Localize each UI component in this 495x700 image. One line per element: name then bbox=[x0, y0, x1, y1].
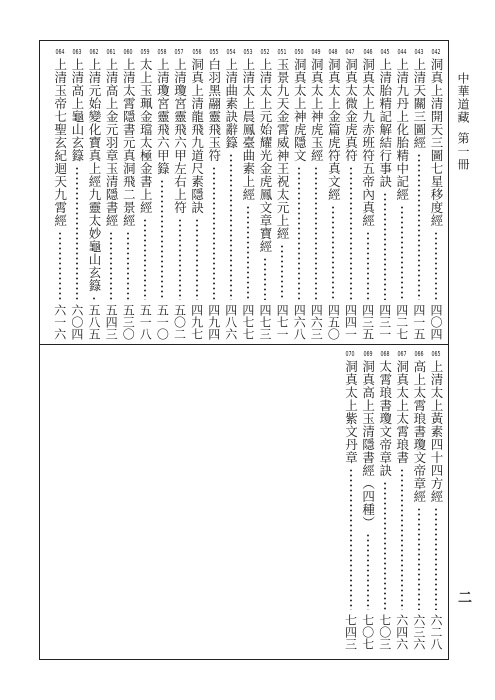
entry-number: 059 bbox=[140, 48, 150, 56]
dot-leader bbox=[384, 481, 386, 610]
entry-number: 045 bbox=[380, 48, 390, 56]
entry-title: 上清玉帝七聖玄紀迴天九霄經 bbox=[52, 58, 68, 227]
entry-page-number: 五四三 bbox=[104, 304, 119, 340]
entry-number: 051 bbox=[277, 48, 287, 56]
entry-page-number: 六二八 bbox=[429, 614, 443, 650]
entry-title: 上清天關三圖經 bbox=[411, 58, 427, 149]
entry-number: 054 bbox=[226, 48, 236, 56]
toc-entry bbox=[361, 350, 375, 650]
dot-leader bbox=[401, 468, 403, 610]
entry-title: 上清太上元始耀光金虎鳳文章寶經 bbox=[258, 58, 273, 253]
entry-title: 洞真太上神虎玉經 bbox=[309, 58, 325, 162]
entry-page-number: 五一〇 bbox=[155, 304, 170, 340]
entry-page-number: 四九四 bbox=[206, 304, 221, 340]
dot-leader bbox=[179, 218, 181, 300]
toc-entry bbox=[104, 48, 118, 340]
toc-entry bbox=[241, 48, 255, 340]
dot-leader bbox=[418, 153, 420, 300]
entry-number: 069 bbox=[363, 350, 373, 358]
entry-number: 070 bbox=[345, 350, 356, 358]
entry-page-number: 四三五 bbox=[360, 304, 375, 340]
entry-number: 060 bbox=[123, 48, 133, 56]
dot-leader bbox=[110, 231, 112, 300]
toc-entry bbox=[207, 48, 221, 340]
entry-page-number: 七〇三 bbox=[377, 614, 392, 650]
entry-title: 上清高上金元羽章玉清隱書經 bbox=[104, 58, 120, 227]
toc-entry bbox=[70, 48, 84, 340]
dot-leader bbox=[367, 231, 369, 300]
dot-leader bbox=[350, 166, 352, 300]
entry-title: 上清太上黃素四十四方經 bbox=[429, 360, 444, 503]
entry-page-number: 四六三 bbox=[309, 304, 324, 340]
entry-title: 上清胎精記解結行事訣 bbox=[377, 58, 393, 188]
entry-page-number: 六一六 bbox=[52, 304, 67, 340]
entry-page-number: 七四三 bbox=[343, 614, 358, 650]
entry-number: 066 bbox=[414, 350, 424, 358]
toc-entry bbox=[224, 48, 238, 340]
entry-title: 洞真上清開天三圖七星移度經 bbox=[429, 58, 444, 227]
entry-page-number: 四一五 bbox=[411, 304, 426, 340]
dot-leader bbox=[230, 153, 232, 300]
entry-page-number: 五〇二 bbox=[172, 304, 187, 340]
dot-leader bbox=[127, 231, 129, 300]
dot-leader bbox=[418, 507, 420, 610]
entry-number: 062 bbox=[89, 48, 99, 56]
entry-number: 053 bbox=[243, 48, 253, 56]
entry-page-number: 四四一 bbox=[343, 304, 358, 340]
dot-leader bbox=[350, 468, 352, 610]
entry-number: 044 bbox=[397, 48, 407, 56]
toc-entry bbox=[378, 48, 392, 340]
entry-number: 063 bbox=[72, 48, 82, 56]
dot-leader bbox=[384, 192, 386, 300]
entry-page-number: 六〇四 bbox=[69, 304, 84, 340]
page-number: 二 bbox=[456, 590, 472, 605]
toc-entry bbox=[395, 48, 409, 340]
entry-title: 洞真太微金虎真符 bbox=[343, 58, 359, 162]
entry-number: 042 bbox=[431, 48, 441, 56]
entry-title: 洞真高上玉清隱書經（四種） bbox=[360, 360, 376, 529]
entry-number: 050 bbox=[294, 48, 304, 56]
toc-entry bbox=[412, 350, 426, 650]
entry-number: 064 bbox=[55, 48, 65, 56]
toc-entry bbox=[190, 48, 204, 340]
toc-entry bbox=[344, 350, 358, 650]
entry-title: 洞真太上金篇虎符真文經 bbox=[326, 58, 342, 201]
entry-number: 065 bbox=[431, 350, 441, 358]
entry-number: 067 bbox=[397, 350, 407, 358]
entry-number: 046 bbox=[363, 48, 373, 56]
entry-title: 上清太霄隱書元真洞飛二景經 bbox=[121, 58, 137, 227]
toc-entry bbox=[121, 48, 135, 340]
entry-title: 上清曲素訣辭籙 bbox=[223, 58, 239, 149]
entry-title: 洞真上清龍飛九道尺素隱訣 bbox=[189, 58, 205, 214]
entry-title: 玉景九天金霄威神王祝太元上經 bbox=[275, 58, 291, 240]
entry-title: 太霄琅書瓊文帝章訣 bbox=[377, 360, 393, 477]
entry-page-number: 四〇四 bbox=[429, 304, 443, 340]
toc-entry bbox=[53, 48, 67, 340]
entry-page-number: 四二七 bbox=[394, 304, 409, 340]
dot-leader bbox=[264, 257, 266, 300]
entry-page-number: 四三一 bbox=[377, 304, 392, 340]
entry-number: 043 bbox=[414, 48, 424, 56]
toc-entry bbox=[326, 48, 340, 340]
entry-title: 太上玉珮金璫太極金書上經 bbox=[138, 58, 154, 214]
dot-leader bbox=[213, 166, 215, 300]
entry-page-number: 五八五 bbox=[87, 304, 101, 340]
entry-title: 上清瓊宮靈飛六甲籙 bbox=[155, 58, 171, 175]
entry-page-number: 四七三 bbox=[258, 304, 272, 340]
entry-page-number: 六三六 bbox=[411, 614, 426, 650]
toc-entry bbox=[275, 48, 289, 340]
dot-leader bbox=[298, 166, 300, 300]
entry-number: 052 bbox=[260, 48, 270, 56]
entry-page-number: 五一八 bbox=[138, 304, 153, 340]
entry-number: 055 bbox=[209, 48, 219, 56]
toc-entry bbox=[412, 48, 426, 340]
entry-page-number: 七〇七 bbox=[360, 614, 375, 650]
entry-number: 061 bbox=[106, 48, 116, 56]
entry-number: 049 bbox=[311, 48, 321, 56]
dot-leader bbox=[435, 231, 437, 300]
toc-entry bbox=[309, 48, 323, 340]
entry-title: 洞真太上神虎隱文 bbox=[292, 58, 308, 162]
volume-label: 第一冊 bbox=[456, 132, 470, 171]
toc-entry bbox=[361, 48, 375, 340]
toc-entry bbox=[429, 48, 443, 340]
entry-number: 056 bbox=[192, 48, 202, 56]
toc-entry bbox=[173, 48, 187, 340]
dot-leader bbox=[161, 179, 163, 300]
entry-page-number: 六四六 bbox=[394, 614, 409, 650]
toc-entry bbox=[138, 48, 152, 340]
entry-page-number: 四六八 bbox=[292, 304, 307, 340]
toc-entry bbox=[378, 350, 392, 650]
collection-title: 中華道藏 bbox=[456, 72, 470, 124]
dot-leader bbox=[315, 166, 317, 300]
entry-page-number: 五三〇 bbox=[121, 304, 136, 340]
entry-number: 048 bbox=[328, 48, 338, 56]
entry-page-number: 四七一 bbox=[275, 304, 290, 340]
toc-entry bbox=[258, 48, 272, 340]
entry-title: 上清太上晨鳳臺曲素上經 bbox=[240, 58, 256, 201]
entry-title: 洞真太上紫文丹章 bbox=[343, 360, 359, 464]
entry-number: 057 bbox=[174, 48, 185, 56]
entry-page-number: 四八六 bbox=[223, 304, 238, 340]
dot-leader bbox=[435, 507, 437, 610]
running-header bbox=[455, 72, 469, 171]
toc-entry bbox=[429, 350, 443, 650]
entry-title: 洞真太上九赤班符五帝內真經 bbox=[360, 58, 376, 227]
dot-leader bbox=[401, 205, 403, 300]
dot-leader bbox=[196, 218, 198, 300]
dot-leader bbox=[281, 244, 283, 300]
entry-page-number: 四九七 bbox=[189, 304, 204, 340]
entry-number: 068 bbox=[380, 350, 390, 358]
dot-leader bbox=[76, 166, 78, 300]
dot-leader bbox=[59, 231, 61, 300]
entry-title: 上清瓊宮靈飛六甲左右上符 bbox=[172, 58, 188, 214]
dot-leader bbox=[93, 296, 95, 300]
section-divider bbox=[39, 344, 449, 345]
entry-title: 上清九丹上化胎精中記經 bbox=[394, 58, 410, 201]
entry-number: 058 bbox=[157, 48, 167, 56]
entry-page-number: 四五〇 bbox=[326, 304, 341, 340]
entry-title: 白羽黑翮靈飛玉符 bbox=[206, 58, 222, 162]
toc-entry bbox=[87, 48, 101, 340]
entry-title: 上清高上龜山玄籙 bbox=[69, 58, 85, 162]
entry-page-number: 四七七 bbox=[240, 304, 255, 340]
dot-leader bbox=[367, 533, 369, 610]
dot-leader bbox=[247, 205, 249, 300]
dot-leader bbox=[144, 218, 146, 300]
entry-title: 洞真太上太霄琅書 bbox=[394, 360, 410, 464]
dot-leader bbox=[332, 205, 334, 300]
entry-number: 047 bbox=[345, 48, 356, 56]
toc-entry bbox=[155, 48, 169, 340]
entry-title: 上清元始變化寶真上經九靈太妙龜山玄籙 bbox=[87, 58, 102, 292]
toc-entry bbox=[292, 48, 306, 340]
toc-entry bbox=[395, 350, 409, 650]
toc-entry bbox=[344, 48, 358, 340]
entry-title: 高上太霄琅書瓊文帝章經 bbox=[411, 360, 427, 503]
